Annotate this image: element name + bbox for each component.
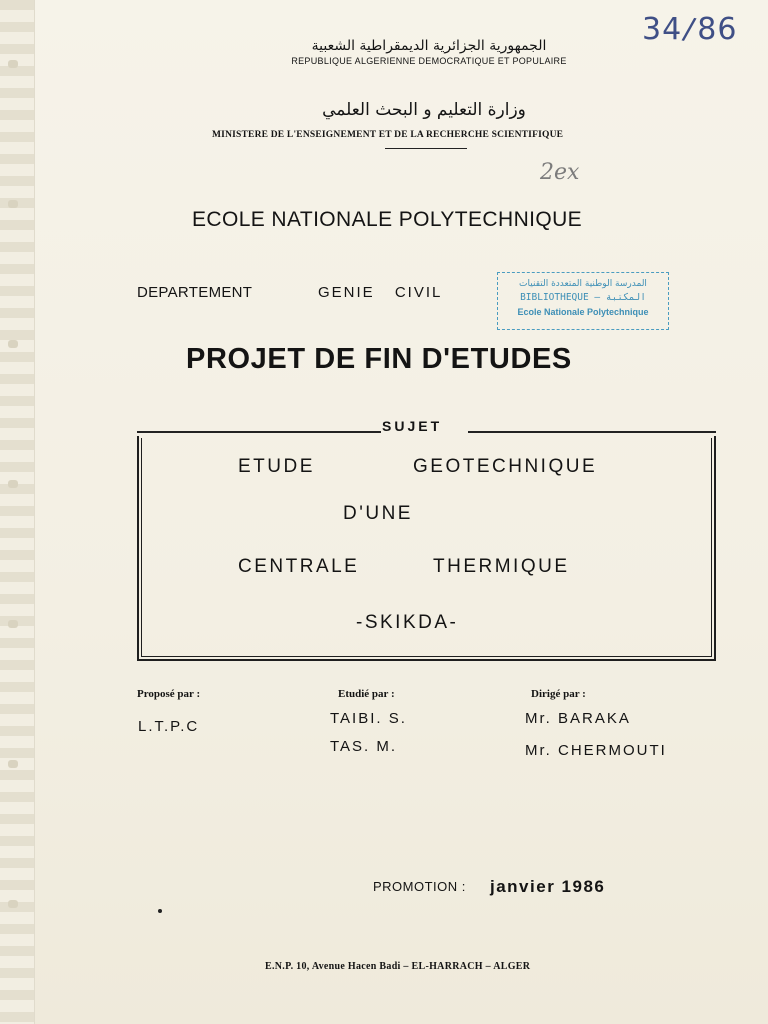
archive-number-top: 34 <box>642 12 683 47</box>
ministry-arabic: وزارة التعليم و البحث العلمي <box>322 100 526 120</box>
department-label: DEPARTEMENT <box>137 284 253 301</box>
stamp-arabic-line: المدرسة الوطنية المتعددة التقنيات <box>519 279 647 289</box>
subject-line-3a: CENTRALE <box>238 556 360 577</box>
proposed-label: Proposé par : <box>137 688 201 700</box>
slash-mark: / <box>680 11 699 48</box>
subject-line-3b: THERMIQUE <box>433 556 570 577</box>
binding-hole <box>8 340 18 348</box>
stamp-school-line: Ecole Nationale Polytechnique <box>517 307 649 317</box>
binding-hole <box>8 200 18 208</box>
promotion-value: janvier 1986 <box>490 877 606 896</box>
binding-hole <box>8 900 18 908</box>
ministry-french: MINISTERE DE L'ENSEIGNEMENT ET DE LA RECHERCHE SCIENTIFIQUE <box>212 130 564 140</box>
director-2: Mr. CHERMOUTI <box>525 742 667 759</box>
department-value: GENIE CIVIL <box>318 284 443 301</box>
archive-number-bottom: 86 <box>697 12 738 47</box>
subject-line-4: -SKIKDA- <box>356 612 459 633</box>
document-title: PROJET DE FIN D'ETUDES <box>186 343 572 375</box>
republic-arabic: الجمهورية الجزائرية الديمقراطية الشعبية <box>311 38 547 54</box>
library-stamp <box>497 272 669 330</box>
subject-label: SUJET <box>382 418 443 434</box>
subject-rule-left <box>137 431 381 433</box>
school-name: ECOLE NATIONALE POLYTECHNIQUE <box>192 208 583 231</box>
promotion-label: PROMOTION : <box>373 879 466 894</box>
spiral-binding <box>0 0 35 1024</box>
ministry-divider <box>385 148 467 149</box>
subject-line-1b: GEOTECHNIQUE <box>413 456 598 477</box>
subject-line-2: D'UNE <box>343 503 413 524</box>
binding-hole <box>8 480 18 488</box>
student-2: TAS. M. <box>330 738 398 755</box>
school-address: E.N.P. 10, Avenue Hacen Badi – EL-HARRACH – ALGER <box>265 961 531 972</box>
studied-label: Etudié par : <box>338 688 395 700</box>
stamp-library-line: BIBLIOTHEQUE — المكتبة <box>520 292 646 303</box>
subject-line-1a: ETUDE <box>238 456 315 477</box>
student-1: TAIBI. S. <box>330 710 407 727</box>
republic-french: REPUBLIQUE ALGERIENNE DEMOCRATIQUE ET POPULAIRE <box>291 56 567 66</box>
director-1: Mr. BARAKA <box>525 710 631 727</box>
subject-rule-right <box>468 431 716 433</box>
binding-hole <box>8 760 18 768</box>
binding-hole <box>8 620 18 628</box>
ink-dot <box>158 909 162 913</box>
directed-label: Dirigé par : <box>531 688 586 700</box>
proposed-by: L.T.P.C <box>138 718 200 735</box>
handwritten-copies-note: 2ex <box>540 160 580 185</box>
